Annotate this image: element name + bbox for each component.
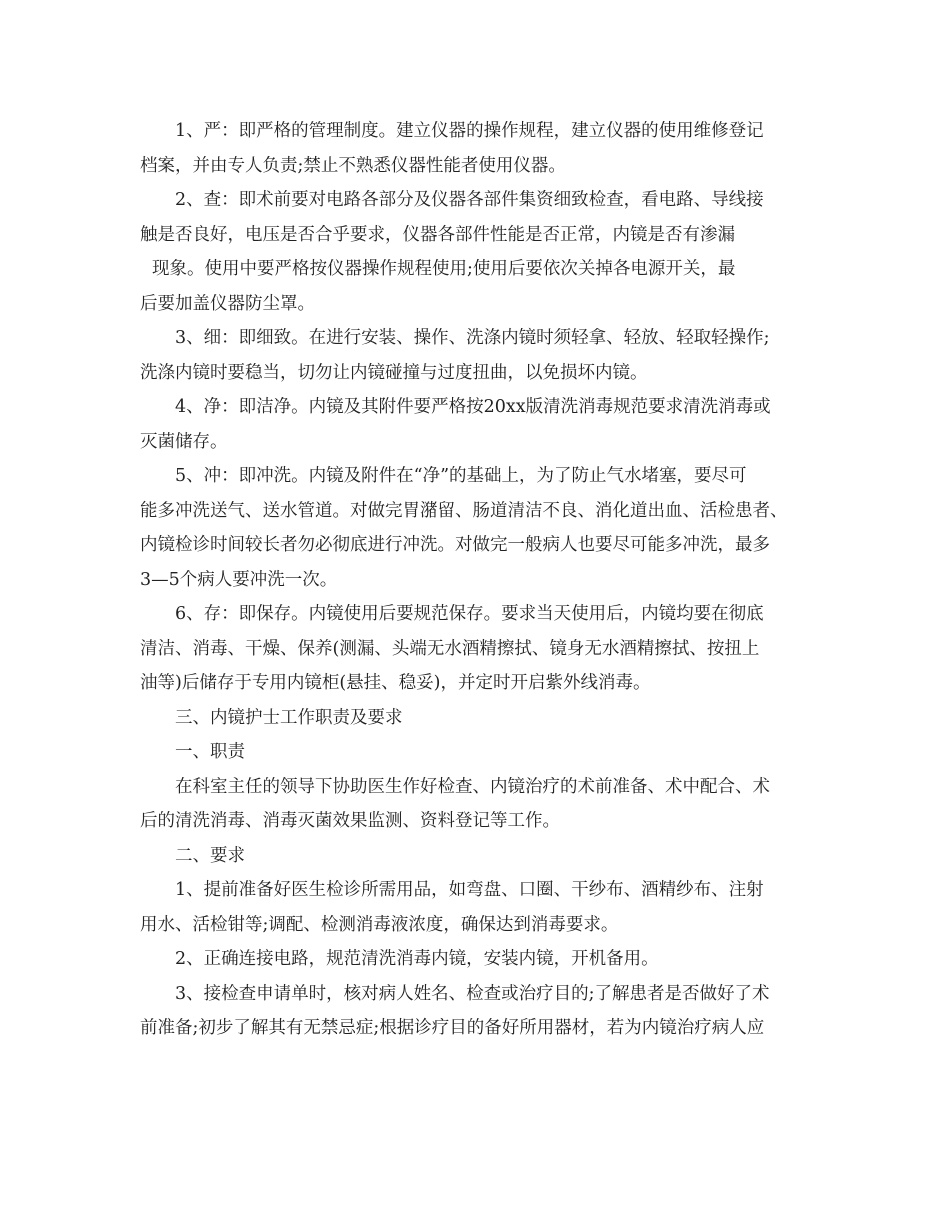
text-line: 触是否良好，电压是否合乎要求，仪器各部件性能是否正常，内镜是否有渗漏	[140, 224, 735, 245]
text-line: 前准备;初步了解其有无禁忌症;根据诊疗目的备好所用器材，若为内镜治疗病人应	[140, 1018, 765, 1038]
text-line: 2、正确连接电路，规范清洗消毒内镜，安装内镜，开机备用。	[175, 949, 659, 969]
text-line: 用水、活检钳等;调配、检测消毒液浓度，确保达到消毒要求。	[140, 914, 619, 935]
text-line: 档案，并由专人负责;禁止不熟悉仪器性能者使用仪器。	[140, 155, 566, 176]
document-body	[140, 114, 820, 1046]
text-line: 1、提前准备好医生检诊所需用品，如弯盘、口圈、干纱布、酒精纱布、注射	[175, 880, 764, 900]
text-line: 灭菌储存。	[140, 431, 228, 452]
text-line: 三、内镜护士工作职责及要求	[175, 707, 403, 728]
text-line: 3、细：即细致。在进行安装、操作、洗涤内镜时须轻拿、轻放、轻取轻操作;	[175, 328, 770, 348]
text-line: 一、职责	[175, 742, 245, 762]
text-line: 6、存：即保存。内镜使用后要规范保存。要求当天使用后，内镜均要在彻底	[175, 604, 764, 624]
text-line: 2、查：即术前要对电路各部分及仪器各部件集资细致检查，看电路、导线接	[175, 190, 764, 210]
text-line: 3、接检查申请单时，核对病人姓名、检查或治疗目的;了解患者是否做好了术	[175, 983, 770, 1004]
text-line: 在科室主任的领导下协助医生作好检查、内镜治疗的术前准备、术中配合、术	[175, 776, 770, 797]
text-line: 现象。使用中要严格按仪器操作规程使用;使用后要依次关掉各电源开关，最	[152, 259, 736, 279]
text-line: 油等)后储存于专用内镜柜(悬挂、稳妥)，并定时开启紫外线消毒。	[140, 673, 651, 693]
text-line: 二、要求	[175, 845, 245, 866]
text-line: 内镜检诊时间较长者勿必彻底进行冲洗。对做完一般病人也要尽可能多冲洗，最多	[140, 535, 770, 555]
text-line: 3—5个病人要冲洗一次。	[140, 569, 338, 590]
text-line: 清洁、消毒、干燥、保养(测漏、头端无水酒精擦拭、镜身无水酒精擦拭、按扭上	[140, 638, 760, 659]
text-line: 能多冲洗送气、送水管道。对做完胃潴留、肠道清洁不良、消化道出血、活检患者、	[140, 500, 788, 521]
text-line: 后要加盖仪器防尘罩。	[140, 293, 315, 314]
text-line: 洗涤内镜时要稳当，切勿让内镜碰撞与过度扭曲，以免损坏内镜。	[140, 362, 648, 383]
text-line: 4、净：即洁净。内镜及其附件要严格按20xx版清洗消毒规范要求清洗消毒或	[175, 397, 771, 417]
text-line: 5、冲：即冲洗。内镜及附件在“净”的基础上，为了防止气水堵塞，要尽可	[175, 466, 747, 486]
text-line: 1、严：即严格的管理制度。建立仪器的操作规程，建立仪器的使用维修登记	[175, 121, 764, 141]
text-line: 后的清洗消毒、消毒灭菌效果监测、资料登记等工作。	[140, 811, 560, 831]
